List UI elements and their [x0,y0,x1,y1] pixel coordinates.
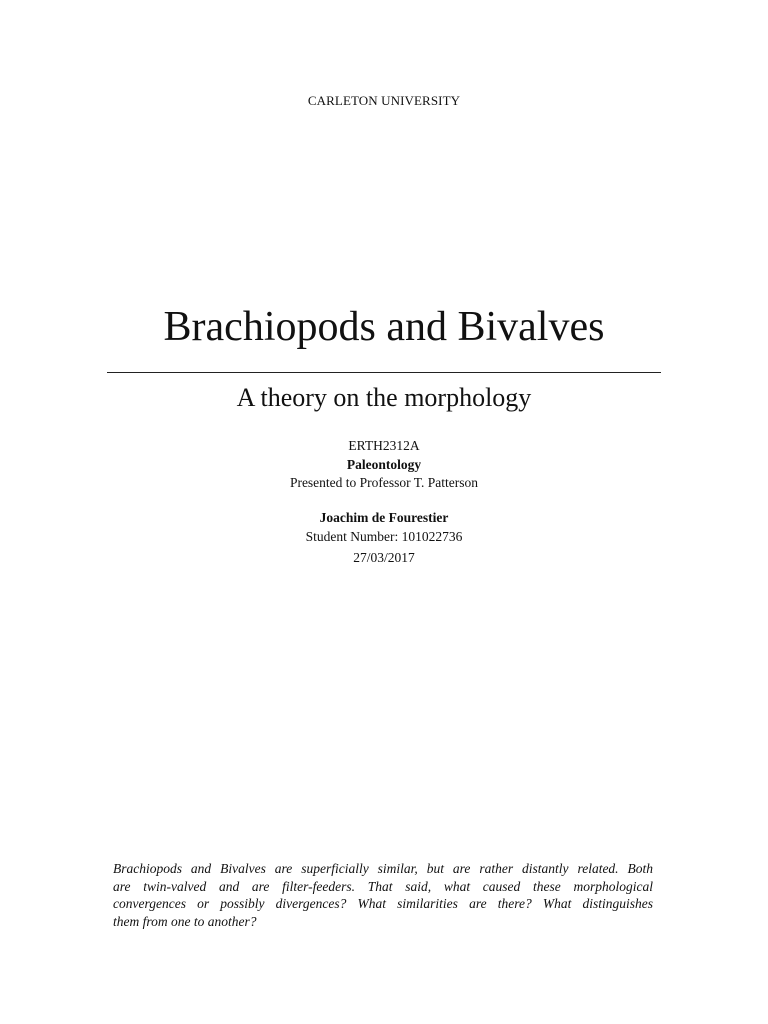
abstract-line: convergences or possibly divergences? What similarities are there? What distinguishes [113,896,653,911]
submission-date: 27/03/2017 [353,550,415,565]
student-number: Student Number: 101022736 [305,529,463,544]
title-divider [107,372,661,373]
abstract-line: are twin-valved and are filter-feeders. That said, what caused these morphological [113,878,653,894]
author-name: Joachim de Fourestier [319,510,449,525]
document-title: Brachiopods and Bivalves [163,304,605,350]
course-code: ERTH2312A [348,438,420,453]
abstract [113,860,653,930]
abstract-line: Brachiopods and Bivalves are superficially similar, but are rather distantly related. Both [113,861,653,876]
abstract-line: them from one to another? [113,913,257,929]
presented-to: Presented to Professor T. Patterson [289,475,479,490]
document-subtitle: A theory on the morphology [236,383,532,412]
institution-name: CARLETON UNIVERSITY [307,93,461,108]
course-name: Paleontology [346,457,422,472]
